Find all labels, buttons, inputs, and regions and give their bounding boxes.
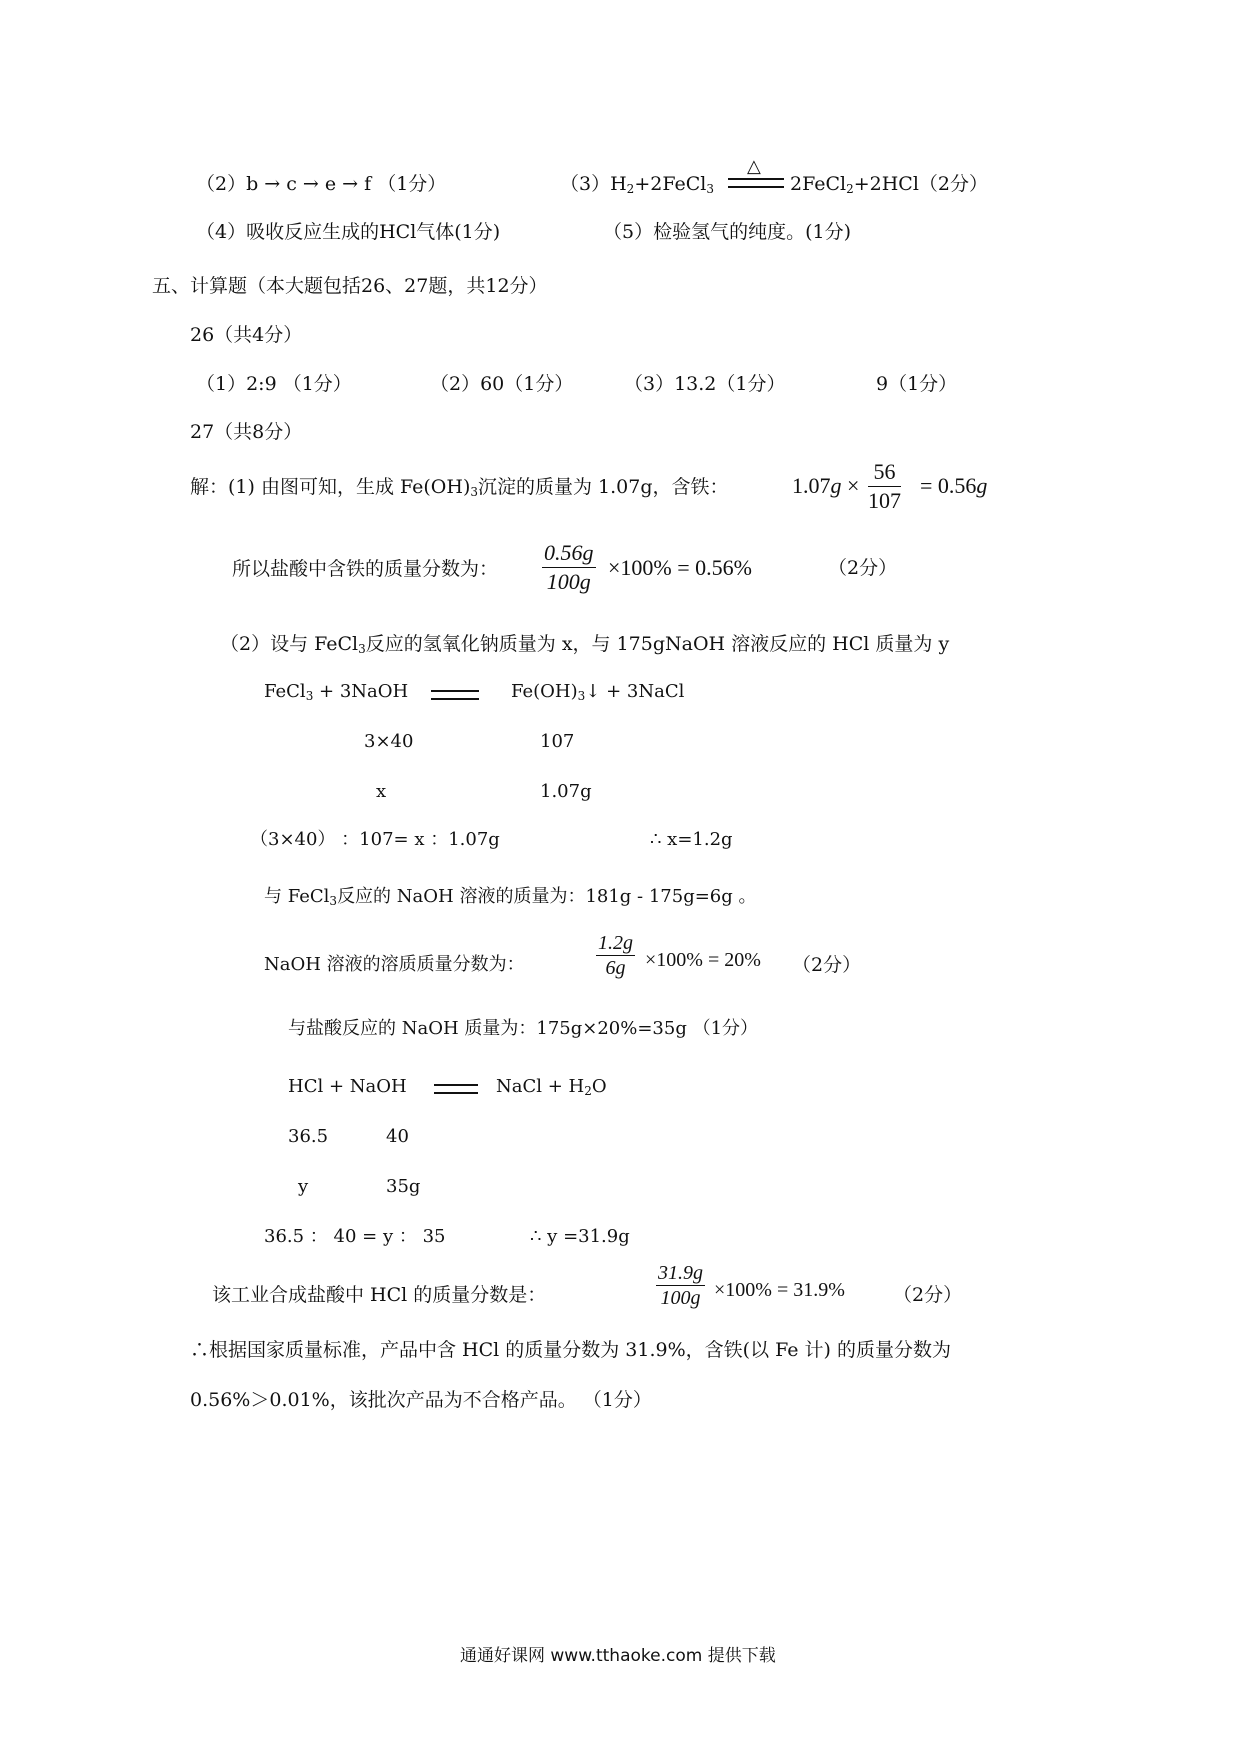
times-sign: ×: [841, 473, 860, 498]
q27-step2-text: [220, 632, 949, 661]
section-title: 五、计算题（本大题包括26、27题，共12分）: [152, 275, 548, 297]
conclusion-line-2: 0.56%＞0.01%，该批次产品为不合格产品。 （1分）: [190, 1389, 652, 1411]
page-footer: 通通好课网 www.tthaoke.com 提供下载: [460, 1646, 776, 1666]
eq2-mass-naoh: 35g: [386, 1176, 421, 1197]
reactant: + 3NaOH: [313, 681, 409, 702]
product-text: 2FeCl: [790, 173, 847, 195]
eq2-unknown-y: y: [298, 1176, 309, 1197]
fraction-naoh-percent: [596, 932, 635, 979]
iron-mass-formula: [792, 474, 859, 498]
q26-header: 26（共4分）: [190, 324, 303, 346]
product: O: [591, 1076, 607, 1097]
product: ↓ + 3NaCl: [585, 681, 685, 702]
q25-part3-prefix: （3）H: [560, 173, 627, 195]
reaction-equals-sign: [434, 1084, 478, 1094]
formula-unit: g: [830, 473, 842, 498]
q27-step1-fraction-text: 所以盐酸中含铁的质量分数为：: [232, 558, 499, 580]
subscript: 2: [626, 182, 635, 196]
fraction-56-107: [868, 459, 901, 514]
proportion-1: （3×40） ：107= x ：1.07g: [250, 829, 500, 850]
result-unit: g: [976, 473, 988, 498]
reaction-equals-sign: [728, 178, 784, 188]
product: NaCl + H: [496, 1076, 585, 1097]
score-2: （2分）: [828, 557, 898, 579]
eq2-reactants: HCl + NaOH: [288, 1076, 407, 1097]
numerator: 1.2g: [598, 932, 633, 954]
proportion-1-result: ∴ x=1.2g: [650, 829, 733, 850]
q25-part2: （2）b → c → e → f （1分）: [196, 173, 447, 195]
q25-part5: （5）检验氢气的纯度。(1分): [603, 221, 852, 243]
score-2: （2分）: [893, 1284, 963, 1306]
q25-part3-reactant: +2FeCl: [634, 173, 707, 195]
q26-answer-1: （1）2:9 （1分）: [196, 373, 352, 395]
subscript: 2: [846, 182, 854, 196]
subscript: 3: [706, 182, 714, 196]
iron-percent-result: ×100% = 0.56%: [608, 555, 752, 580]
numerator: 56: [868, 459, 901, 487]
eq1-molar-naoh: 3×40: [364, 731, 414, 752]
numerator: 0.56g: [542, 540, 596, 568]
subscript: 3: [329, 894, 338, 908]
hcl-percent-result: ×100% = 31.9%: [714, 1279, 845, 1301]
subscript: 3: [305, 689, 314, 703]
text: 反应的 NaOH 溶液的质量为：181g - 175g=6g 。: [337, 886, 757, 907]
denominator: 6g: [605, 957, 626, 979]
eq2-products: [496, 1075, 607, 1103]
denominator: 107: [868, 488, 901, 513]
subscript: 3: [470, 485, 478, 499]
q27-header: 27（共8分）: [190, 421, 303, 443]
proportion-2-result: ∴ y =31.9g: [530, 1226, 630, 1247]
subscript: 3: [358, 642, 366, 656]
denominator: 100g: [660, 1287, 701, 1309]
step1-suffix: 沉淀的质量为 1.07g，含铁：: [478, 476, 729, 498]
naoh-concentration-text: NaOH 溶液的溶质质量分数为：: [264, 954, 525, 975]
q26-answer-2: （2）60（1分）: [430, 373, 574, 395]
eq1-products: [511, 680, 684, 708]
reaction-equals-sign: [431, 690, 479, 700]
eq2-molar-hcl: 36.5: [288, 1126, 329, 1147]
q26-answer-4: 9（1分）: [876, 373, 958, 395]
heat-symbol: △: [747, 156, 761, 177]
hcl-percent-text: 该工业合成盐酸中 HCl 的质量分数是：: [212, 1284, 547, 1306]
eq1-mass-feoh3: 1.07g: [540, 781, 592, 802]
q27-step1-text: [190, 475, 729, 504]
naoh-percent-result: ×100% = 20%: [645, 949, 761, 971]
conclusion-line-1: ∴根据国家质量标准，产品中含 HCl 的质量分数为 31.9%，含铁(以 Fe 计) 的质量分数为: [190, 1339, 951, 1361]
product-tail: +2HCl（2分）: [853, 173, 989, 195]
step2-suffix: 反应的氢氧化钠质量为 x，与 175gNaOH 溶液反应的 HCl 质量为 y: [365, 633, 950, 655]
numerator: 31.9g: [658, 1262, 703, 1284]
reactant: FeCl: [264, 681, 306, 702]
subscript: 3: [577, 689, 586, 703]
q26-answer-3: （3）13.2（1分）: [624, 373, 786, 395]
eq1-unknown-x: x: [376, 781, 387, 802]
step2-prefix: （2）设与 FeCl: [220, 633, 359, 655]
formula-value: 1.07: [792, 473, 831, 498]
naoh-solution-mass: [264, 885, 757, 913]
subscript: 2: [584, 1084, 592, 1098]
result-value: = 0.56: [920, 473, 977, 498]
q25-part4: （4）吸收反应生成的HCl气体(1分): [196, 221, 501, 243]
iron-mass-result: [920, 474, 987, 498]
proportion-2: 36.5 ： 40 = y ： 35: [264, 1226, 446, 1247]
eq2-molar-naoh: 40: [386, 1126, 409, 1147]
eq1-reactants: [264, 680, 408, 708]
fraction-hcl-percent: [656, 1262, 705, 1309]
text: 与 FeCl: [264, 886, 330, 907]
product: Fe(OH): [511, 681, 578, 702]
fraction-iron-percent: [542, 540, 596, 595]
q25-part3: [560, 172, 714, 201]
denominator: 100g: [546, 569, 591, 594]
score-2: （2分）: [792, 954, 862, 976]
eq1-molar-feoh3: 107: [540, 731, 575, 752]
step1-prefix: 解：(1) 由图可知，生成 Fe(OH): [190, 476, 471, 498]
q25-part3-product: [790, 172, 988, 201]
naoh-for-hcl: 与盐酸反应的 NaOH 质量为：175g×20%=35g （1分）: [288, 1018, 759, 1039]
